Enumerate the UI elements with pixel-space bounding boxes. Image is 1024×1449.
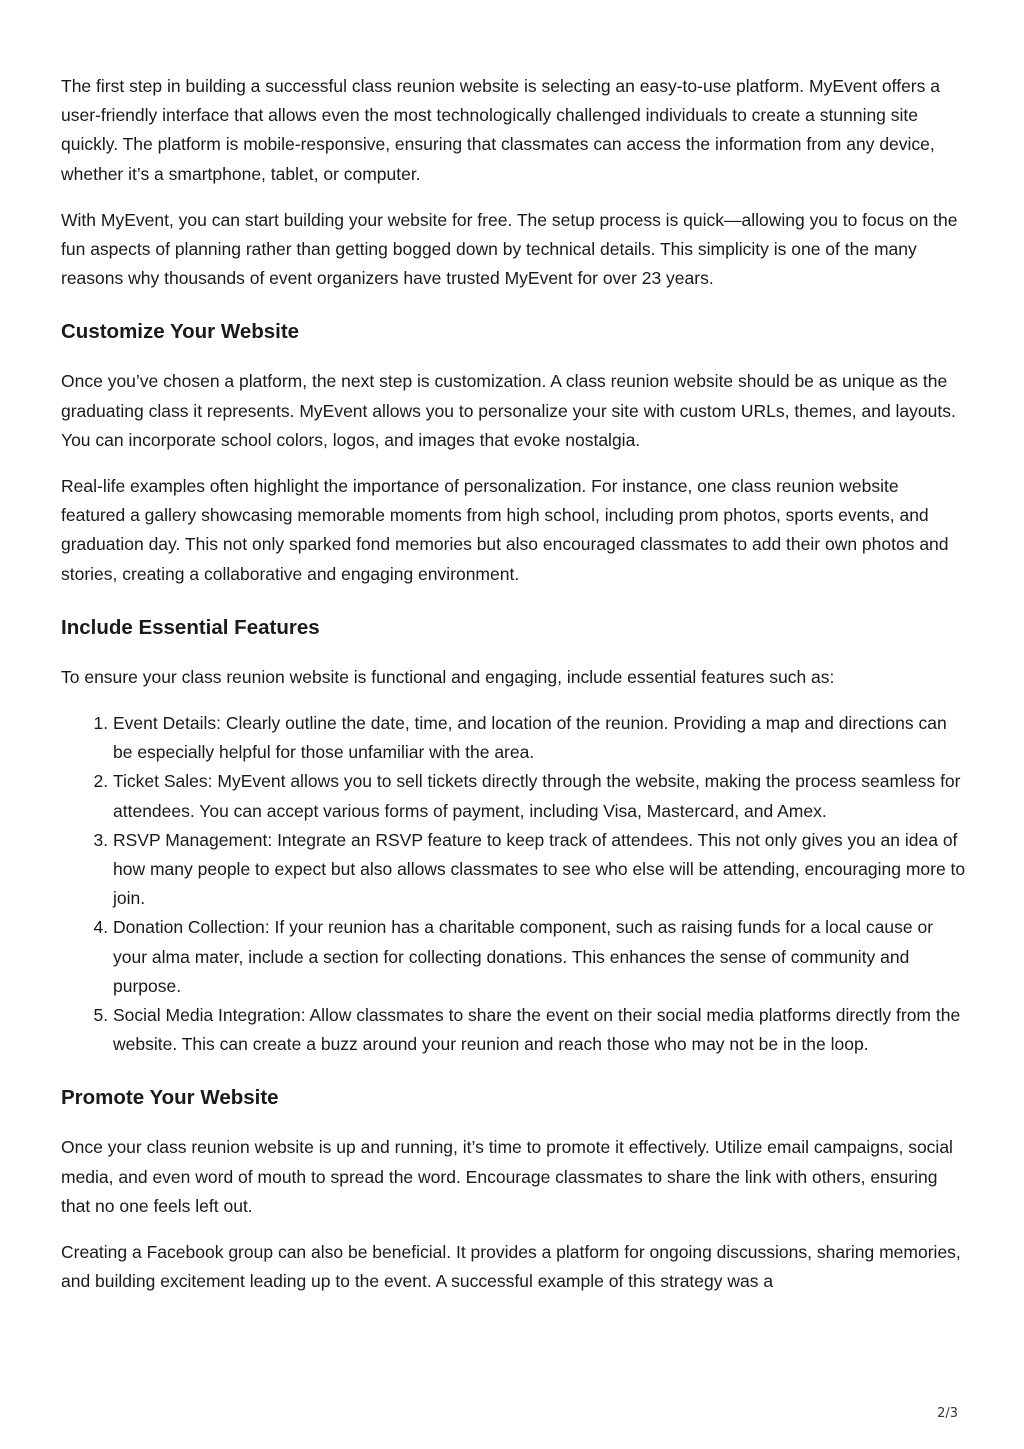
heading-features: Include Essential Features bbox=[61, 615, 320, 639]
customize-paragraph-2: Real-life examples often highlight the importance of personalization. For instance, one class reunion website featured a gallery showcasing memorable moments from high school, including prom photos, sports events, and graduation day. This not only sparked fond memories but also encouraged classmates to add their own photos and stories, creating a collaborative and engaging environment. bbox=[61, 476, 949, 584]
features-intro: To ensure your class reunion website is functional and engaging, include essential features such as: bbox=[61, 666, 835, 687]
promote-paragraph-1: Once your class reunion website is up and running, it’s time to promote it effectively. Utilize email campaigns, social media, and even word of mouth to spread the word. Encourage classmates to share the link with others, ensuring that no one feels left out. bbox=[61, 1137, 953, 1216]
intro-paragraph-1: The first step in building a successful class reunion website is selecting an easy-to-use platform. MyEvent offers a user-friendly interface that allows even the most technologically challenged individuals to create a stunning site quickly. The platform is mobile-responsive, ensuring that classmates can access the information from any device, whether it’s a smartphone, tablet, or computer. bbox=[61, 76, 940, 184]
heading-promote: Promote Your Website bbox=[61, 1086, 279, 1110]
promote-paragraph-2: Creating a Facebook group can also be beneficial. It provides a platform for ongoing discussions, sharing memories, and building excitement leading up to the event. A successful example of this strategy was a bbox=[61, 1242, 961, 1292]
list-item-event-details: 1. Event Details: Clearly outline the date, time, and location of the reunion. Providing a map and directions can be especially helpful for those unfamiliar with the area. bbox=[113, 709, 967, 767]
list-item-social-media: 5. Social Media Integration: Allow classmates to share the event on their social media platforms directly from the website. This can create a buzz around your reunion and reach those who may not be in the loop. bbox=[113, 1001, 967, 1059]
document-page bbox=[61, 72, 967, 1314]
intro-paragraph-2: With MyEvent, you can start building your website for free. The setup process is quick—allowing you to focus on the fun aspects of planning rather than getting bogged down by technical details. This simplicity is one of the many reasons why thousands of event organizers have trusted MyEvent for over 23 years. bbox=[61, 209, 958, 289]
heading-customize: Customize Your Website bbox=[61, 320, 300, 344]
list-item-donation-collection: 4. Donation Collection: If your reunion has a charitable component, such as raising funds for a local cause or your alma mater, include a section for collecting donations. This enhances the sense of community and purpose. bbox=[113, 913, 967, 1001]
features-list bbox=[61, 709, 967, 1059]
list-item-ticket-sales: 2. Ticket Sales: MyEvent allows you to sell tickets directly through the website, making the process seamless for attendees. You can accept various forms of payment, including Visa, Mastercard, and Amex. bbox=[113, 767, 967, 825]
page-number: 2/3 bbox=[937, 1406, 958, 1421]
customize-paragraph-1: Once you’ve chosen a platform, the next step is customization. A class reunion website should be as unique as the graduating class it represents. MyEvent allows you to personalize your site with custom URLs, themes, and layouts. You can incorporate school colors, logos, and images that evoke nostalgia. bbox=[61, 371, 956, 450]
list-item-rsvp-management: 3. RSVP Management: Integrate an RSVP feature to keep track of attendees. This not only gives you an idea of how many people to expect but also allows classmates to see who else will be attending, encouraging more to join. bbox=[113, 826, 967, 914]
